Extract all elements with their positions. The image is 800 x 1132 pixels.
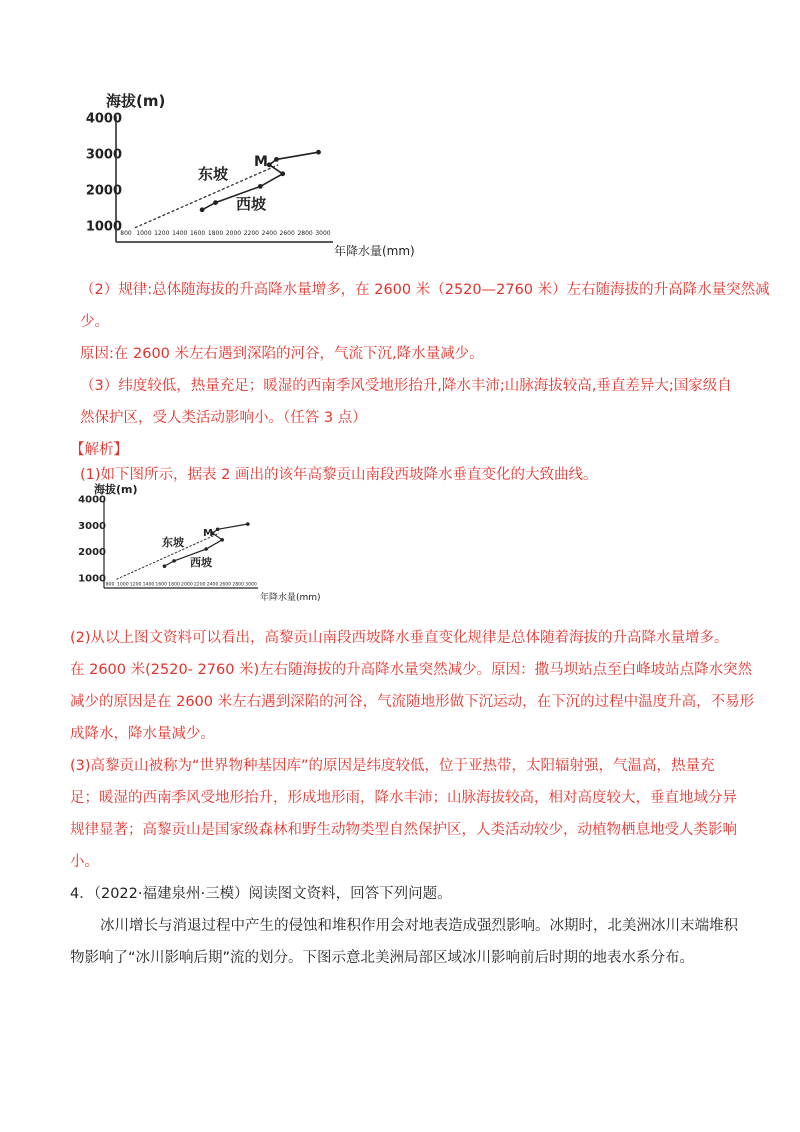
x-tick-label: 1400 xyxy=(142,582,155,588)
analysis-p1: (1)如下图所示，据表 2 画出的该年高黎贡山南段西坡降水垂直变化的大致曲线。 xyxy=(80,467,598,483)
y-tick-label: 1000 xyxy=(85,219,122,235)
x-tick-label: 2600 xyxy=(219,582,232,588)
answer-p2-line1: （2）规律:总体随海拔的升高降水量增多，在 2600 米（2520—2760 米）左右随海拔的升高降水量突然减 xyxy=(80,282,770,298)
question-4-body-line: 物影响了“冰川影响后期”流的划分。下图示意北美洲局部区域冰川影响前后时期的地表水系分布。 xyxy=(70,950,695,966)
x-tick-label: 1200 xyxy=(129,582,142,588)
y-axis-label: 海拔(m) xyxy=(106,92,166,110)
analysis-p3-line: (3)高黎贡山被称为“世界物种基因库”的原因是纬度较低，位于亚热带，太阳辐射强，气温高，热量充 xyxy=(70,758,715,774)
altitude-precipitation-chart-1 xyxy=(68,88,415,258)
x-tick-label: 1200 xyxy=(154,230,170,237)
x-tick-label: 3000 xyxy=(315,230,331,237)
question-4-body-line: 冰川增长与消退过程中产生的侵蚀和堆积作用会对地表造成强烈影响。冰期时，北美洲冰川末端堆积 xyxy=(100,918,738,934)
analysis-p3-line: 规律显著；高黎贡山是国家级森林和野生动物类型自然保护区，人类活动较少，动植物栖息地受人类影响 xyxy=(70,822,737,838)
answer-p3-line1: （3）纬度较低，热量充足；暖湿的西南季风受地形抬升,降水丰沛;山脉海拔较高,垂直差异大;国家级自 xyxy=(80,378,732,394)
x-tick-label: 2800 xyxy=(297,230,313,237)
y-tick-label: 4000 xyxy=(78,494,106,506)
analysis-p2-line: 减少的原因是在 2600 米左右遇到深陷的河谷，气流随地形做下沉运动，在下沉的过程中温度升高，不易形 xyxy=(70,694,755,710)
point-m-label: M xyxy=(203,528,213,539)
x-tick-label: 2400 xyxy=(206,582,219,588)
x-tick-label: 800 xyxy=(105,582,115,588)
west-slope-point xyxy=(280,171,285,176)
west-slope-label: 西坡 xyxy=(236,195,267,213)
west-slope-point xyxy=(172,559,176,563)
x-tick-label: 1800 xyxy=(168,582,180,588)
west-slope-label: 西坡 xyxy=(190,556,212,569)
y-tick-label: 2000 xyxy=(85,183,122,199)
x-tick-label: 1000 xyxy=(116,582,129,588)
y-tick-label: 1000 xyxy=(78,573,106,585)
analysis-p2-line: (2)从以上图文资料可以看出，高黎贡山南段西坡降水垂直变化规律是总体随着海拔的升高降水量增多。 xyxy=(70,630,729,646)
x-tick-label: 2600 xyxy=(279,230,295,237)
x-tick-label: 1600 xyxy=(189,230,206,237)
x-tick-label: 2200 xyxy=(243,230,260,237)
x-tick-label: 1800 xyxy=(207,230,224,237)
west-slope-point xyxy=(258,184,263,189)
answer-p2-reason: 原因:在 2600 米左右遇到深陷的河谷，气流下沉,降水量减少。 xyxy=(80,346,484,362)
answer-p3-line2: 然保护区，受人类活动影响小。（任答 3 点） xyxy=(80,410,367,426)
east-slope-label: 东坡 xyxy=(198,165,229,183)
x-axis-label: 年降水量(mm) xyxy=(334,244,415,258)
y-tick-label: 3000 xyxy=(78,520,106,532)
analysis-p3-line: 足；暖湿的西南季风受地形抬升，形成地形雨，降水丰沛；山脉海拔较高，相对高度较大，垂直地域分异 xyxy=(70,790,737,806)
question-4-header: 4．（2022·福建泉州·三模）阅读图文资料，回答下列问题。 xyxy=(70,886,452,902)
west-slope-point xyxy=(246,522,250,526)
analysis-heading: 【解析】 xyxy=(70,442,128,458)
x-tick-label: 2200 xyxy=(193,582,206,588)
y-tick-label: 3000 xyxy=(85,147,122,163)
west-slope-point xyxy=(220,538,224,542)
west-slope-point xyxy=(200,207,205,212)
x-tick-label: 2000 xyxy=(181,582,193,588)
x-axis-label: 年降水量(mm) xyxy=(260,593,321,603)
west-slope-point xyxy=(213,200,218,205)
y-axis-label: 海拔(m) xyxy=(94,483,138,496)
answer-p2-line2: 少。 xyxy=(80,314,109,330)
altitude-precipitation-chart-2 xyxy=(68,480,338,608)
west-slope-point xyxy=(316,150,321,155)
x-tick-label: 1000 xyxy=(136,230,152,237)
west-slope-point xyxy=(274,157,279,162)
east-slope-label: 东坡 xyxy=(162,536,184,549)
x-tick-label: 1600 xyxy=(155,582,168,588)
x-tick-label: 2800 xyxy=(232,582,245,588)
x-tick-label: 1400 xyxy=(172,230,188,237)
analysis-p2-line: 在 2600 米(2520- 2760 米)左右随海拔的升高降水量突然减少。原因：撒马坝站点至白峰坡站点降水突然 xyxy=(70,662,753,678)
x-tick-label: 3000 xyxy=(245,582,257,588)
west-slope-point xyxy=(204,547,208,551)
analysis-p3-line: 小。 xyxy=(70,854,99,870)
analysis-p2-line: 成降水，降水量减少。 xyxy=(70,726,215,742)
west-slope-point xyxy=(216,527,220,531)
y-tick-label: 4000 xyxy=(85,111,122,127)
point-m-label: M xyxy=(254,154,268,170)
x-tick-label: 2400 xyxy=(261,230,277,237)
y-tick-label: 2000 xyxy=(78,547,106,559)
x-tick-label: 800 xyxy=(120,230,132,237)
west-slope-point xyxy=(163,564,167,568)
x-tick-label: 2000 xyxy=(225,230,242,237)
